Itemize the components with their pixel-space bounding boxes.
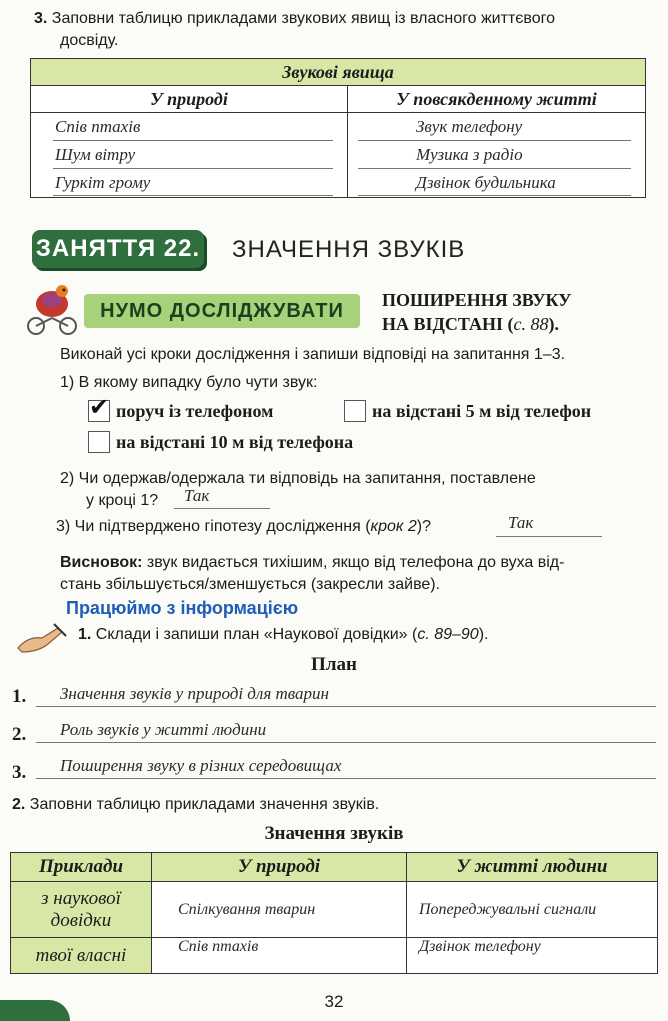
question-2-answer: Так bbox=[184, 486, 210, 505]
plan-item-3-number: 3. bbox=[12, 762, 27, 783]
info-task1-page: с. 89–90 bbox=[417, 626, 479, 643]
checkbox-near-phone[interactable] bbox=[88, 394, 110, 422]
info-task1 bbox=[78, 626, 488, 644]
table1-daily-2: Музика з радіо bbox=[416, 145, 523, 164]
conclusion-line1: звук видається тихішим, якщо від телефона до вуха від- bbox=[142, 554, 565, 571]
plan-title: План bbox=[311, 654, 357, 675]
question-2 bbox=[60, 468, 536, 512]
table2-title: Значення звуків bbox=[264, 823, 404, 844]
explore-topic-end: ). bbox=[548, 314, 560, 334]
table1-nature-3: Гуркіт грому bbox=[55, 173, 151, 192]
table1-col1-cell bbox=[31, 113, 348, 198]
option-10m[interactable] bbox=[88, 431, 353, 453]
table1-col1-header: У природі bbox=[31, 86, 348, 113]
table2-header-nature: У природі bbox=[152, 853, 407, 882]
table1-title: Звукові явища bbox=[31, 59, 646, 86]
plan-item-1-number: 1. bbox=[12, 686, 27, 707]
table2-row2-label bbox=[11, 938, 152, 974]
beetle-bicycle-icon bbox=[22, 282, 82, 336]
task3-number: 3. bbox=[34, 10, 48, 27]
info-task1-text-b: ). bbox=[478, 626, 489, 643]
table2-row1-nature-cell[interactable] bbox=[152, 882, 407, 938]
table1-daily-3: Дзвінок будильника bbox=[416, 173, 556, 192]
plan-item-2: Роль звуків у житті людини bbox=[60, 720, 267, 739]
sound-phenomena-table bbox=[30, 58, 646, 198]
option-5m[interactable] bbox=[344, 400, 591, 422]
lesson-badge: ЗАНЯТТЯ 22. bbox=[32, 230, 204, 268]
info-task1-text-a: Склади і запиши план «Наукової довідки» ( bbox=[95, 626, 418, 643]
plan-line-1[interactable] bbox=[36, 706, 656, 707]
lesson-title: ЗНАЧЕННЯ ЗВУКІВ bbox=[232, 236, 466, 263]
writing-hand-icon bbox=[14, 620, 70, 656]
table1-nature-1: Спів птахів bbox=[55, 117, 141, 136]
option-near-phone[interactable] bbox=[88, 394, 274, 422]
table2-row1-nature: Спілкування тварин bbox=[178, 900, 316, 918]
corner-decoration bbox=[0, 1000, 70, 1021]
question-2-line1: 2) Чи одержав/одержала ти відповідь на запитання, поставлене bbox=[60, 470, 536, 487]
table2-header-examples: Приклади bbox=[11, 853, 152, 882]
table2-row2-human-cell[interactable] bbox=[407, 938, 658, 974]
table2-row1-label-line1: з наукової bbox=[41, 887, 121, 909]
explore-banner: НУМО ДОСЛІДЖУВАТИ bbox=[84, 294, 360, 328]
checkbox-5m[interactable] bbox=[344, 400, 366, 422]
checkbox-10m[interactable] bbox=[88, 431, 110, 453]
explore-topic bbox=[382, 288, 571, 336]
plan-line-2[interactable] bbox=[36, 742, 656, 743]
question-3-answer-line[interactable] bbox=[496, 536, 602, 537]
table2-row1-label bbox=[11, 882, 152, 938]
table2-header-human: У житті людини bbox=[407, 853, 658, 882]
conclusion bbox=[60, 552, 660, 596]
table1-nature-2: Шум вітру bbox=[55, 145, 136, 164]
conclusion-label: Висновок: bbox=[60, 554, 143, 571]
question-3-text-a: 3) Чи підтверджено гіпотезу дослідження ( bbox=[56, 518, 371, 535]
explore-topic-page: с. 88 bbox=[513, 314, 549, 334]
table2-row2-nature-cell[interactable] bbox=[152, 938, 407, 974]
task2 bbox=[12, 796, 379, 814]
conclusion-line2: стань збільшується/зменшується (закресли зайве). bbox=[60, 576, 441, 593]
task3-line1: Заповни таблицю прикладами звукових явищ із власного життєвого bbox=[51, 10, 556, 27]
table2-row1-human: Попереджувальні сигнали bbox=[419, 900, 597, 918]
plan-item-3: Поширення звуку в різних середовищах bbox=[60, 756, 342, 775]
question-3 bbox=[56, 518, 431, 536]
question-3-answer: Так bbox=[508, 513, 534, 532]
info-task1-number: 1. bbox=[78, 626, 92, 643]
table1-col2-header: У повсякденному житті bbox=[348, 86, 646, 113]
plan-line-3[interactable] bbox=[36, 778, 656, 779]
explore-topic-line1: ПОШИРЕННЯ ЗВУКУ bbox=[382, 290, 572, 310]
info-heading: Працюймо з інформацією bbox=[66, 598, 299, 618]
explore-topic-line2: НА ВІДСТАНІ ( bbox=[382, 314, 514, 334]
option-10m-label: на відстані 10 м від телефона bbox=[116, 431, 354, 452]
plan-item-2-number: 2. bbox=[12, 724, 27, 745]
question-3-text-b: )? bbox=[416, 518, 432, 535]
task3-text bbox=[34, 8, 659, 52]
table1-col2-cell bbox=[348, 113, 646, 198]
option-5m-label: на відстані 5 м від телефон bbox=[372, 400, 592, 421]
question-3-italic: крок 2 bbox=[370, 518, 417, 535]
table2-row1-label-line2: довідки bbox=[50, 909, 112, 931]
table2-row2-label-line1: твої власні bbox=[35, 944, 127, 966]
task2-number: 2. bbox=[12, 796, 26, 813]
sound-meaning-table bbox=[10, 852, 658, 974]
table2-row2-nature: Спів птахів bbox=[178, 938, 259, 955]
table1-daily-1: Звук телефону bbox=[416, 117, 523, 136]
task3-line2: досвіду. bbox=[60, 32, 119, 49]
option-near-phone-label: поруч із телефоном bbox=[116, 400, 274, 421]
plan-item-1: Значення звуків у природі для тварин bbox=[60, 684, 329, 703]
question-2-answer-line[interactable] bbox=[174, 508, 270, 509]
table2-row2-human: Дзвінок телефону bbox=[419, 938, 541, 955]
question-1: 1) В якому випадку було чути звук: bbox=[60, 374, 318, 391]
task2-text: Заповни таблицю прикладами значення звуків. bbox=[29, 796, 380, 813]
page-number: 32 bbox=[324, 992, 344, 1011]
table2-row1-human-cell[interactable] bbox=[407, 882, 658, 938]
check-mark-icon: ✔ bbox=[89, 394, 110, 421]
instructions: Виконай усі кроки дослідження і запиши відповіді на запитання 1–3. bbox=[60, 346, 566, 363]
question-2-line2: у кроці 1? bbox=[86, 492, 159, 509]
